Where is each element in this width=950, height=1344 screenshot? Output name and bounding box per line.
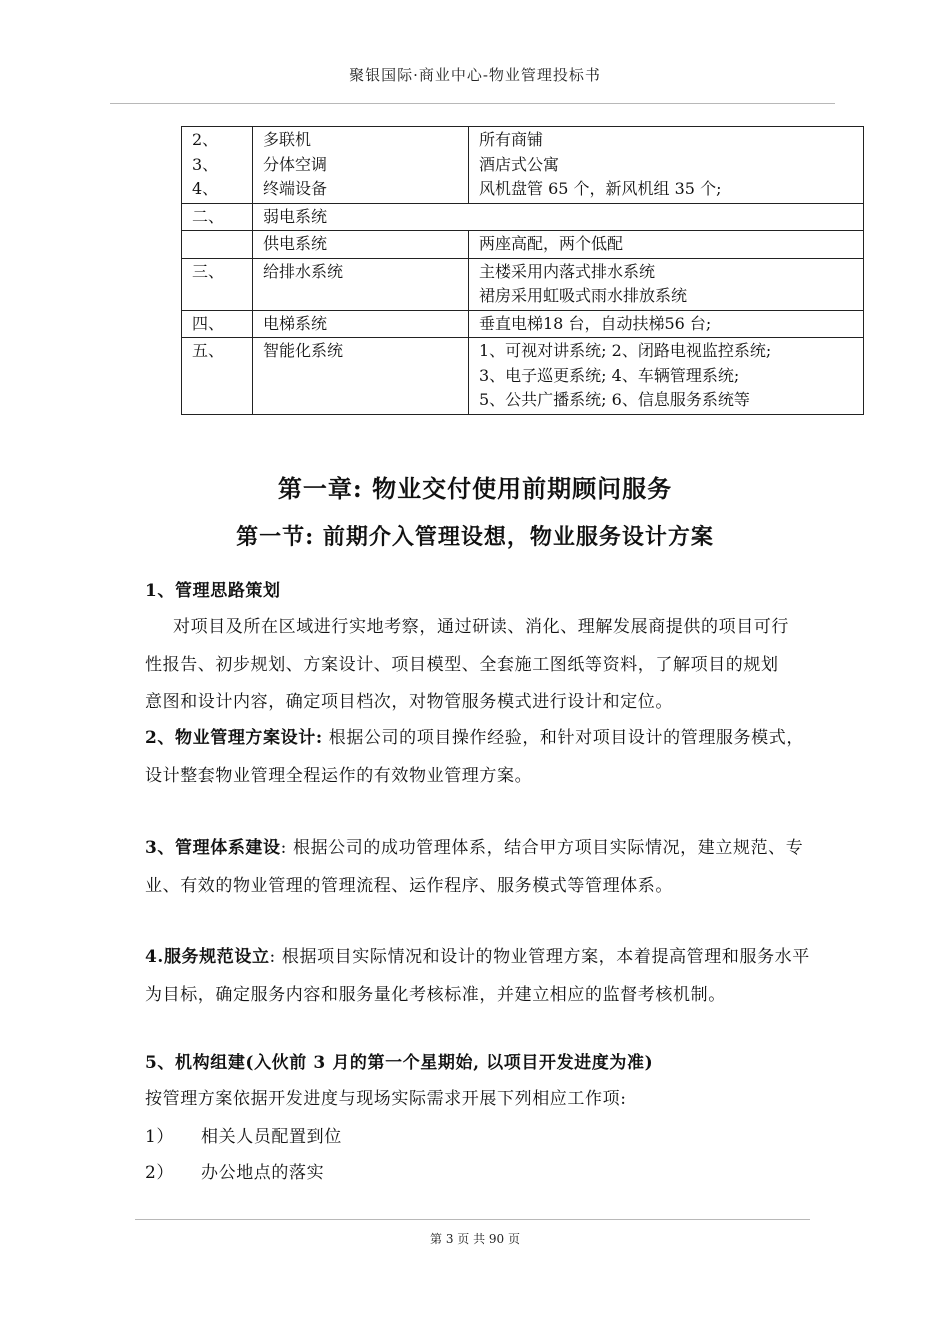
table-cell-desc: 垂直电梯18 台，自动扶梯56 台; (469, 310, 864, 338)
table-cell-name: 智能化系统 (253, 338, 469, 415)
item1-heading: 1、管理思路策划 (145, 581, 281, 601)
table-cell-num: 五、 (182, 338, 253, 415)
table-cell-num (182, 231, 253, 259)
list-item-number: 1） (145, 1127, 175, 1147)
systems-table (181, 126, 864, 415)
table-row (182, 258, 864, 310)
table-row (182, 310, 864, 338)
page-number: 第 3 页 共 90 页 (430, 1232, 520, 1246)
table-row (182, 127, 864, 204)
table-cell-desc: 所有商铺 酒店式公寓 风机盘管 65 个，新风机组 35 个; (469, 127, 864, 204)
item1-line: 性报告、初步规划、方案设计、项目模型、全套施工图纸等资料，了解项目的规划 (145, 655, 779, 675)
item1-line: 对项目及所在区域进行实地考察，通过研读、消化、理解发展商提供的项目可行 (173, 617, 789, 637)
item4-line: 为目标，确定服务内容和服务量化考核标准，并建立相应的监督考核机制。 (145, 985, 726, 1005)
table-cell-desc: 1、可视对讲系统; 2、闭路电视监控系统; 3、电子巡更系统; 4、车辆管理系统; 5、公共广播系统; 6、信息服务系统等 (469, 338, 864, 415)
item4-text: : 根据项目实际情况和设计的物业管理方案，本着提高管理和服务水平 (269, 947, 810, 967)
table-cell-num: 四、 (182, 310, 253, 338)
document-header-title: 聚银国际·商业中心-物业管理投标书 (349, 66, 601, 84)
item4-paragraph (145, 942, 885, 967)
table-row (182, 231, 864, 259)
list-item-number: 2） (145, 1163, 175, 1183)
item1-line: 意图和设计内容，确定项目档次，对物管服务模式进行设计和定位。 (145, 692, 673, 712)
item3-line: 业、有效的物业管理的管理流程、运作程序、服务模式等管理体系。 (145, 876, 673, 896)
header-divider (110, 103, 835, 104)
table-cell-name: 电梯系统 (253, 310, 469, 338)
section-title: 第一节: 前期介入管理设想，物业服务设计方案 (236, 524, 714, 550)
item2-line: 设计整套物业管理全程运作的有效物业管理方案。 (145, 766, 533, 786)
item2-text: 根据公司的项目操作经验，和针对项目设计的管理服务模式， (322, 728, 804, 748)
table-cell-desc: 两座高配，两个低配 (469, 231, 864, 259)
footer-divider (135, 1219, 810, 1220)
table-cell-num: 二、 (182, 203, 253, 231)
table-cell-name: 给排水系统 (253, 258, 469, 310)
chapter-title: 第一章: 物业交付使用前期顾问服务 (277, 474, 673, 503)
item4-heading: 4.服务规范设立 (145, 947, 270, 967)
table-cell-num: 三、 (182, 258, 253, 310)
item2-heading: 2、物业管理方案设计: (145, 728, 323, 748)
item3-heading: 3、管理体系建设 (145, 838, 281, 858)
table-cell-name: 弱电系统 (253, 203, 864, 231)
table-cell-desc: 主楼采用内落式排水系统 裙房采用虹吸式雨水排放系统 (469, 258, 864, 310)
table-row (182, 203, 864, 231)
list-item: 相关人员配置到位 (201, 1127, 342, 1147)
item5-heading: 5、机构组建(入伙前 3 月的第一个星期始, 以项目开发进度为准) (145, 1053, 654, 1073)
table-cell-name: 多联机 分体空调 终端设备 (253, 127, 469, 204)
table-cell-name: 供电系统 (253, 231, 469, 259)
table-row (182, 338, 864, 415)
item3-paragraph (145, 833, 885, 858)
list-item: 办公地点的落实 (201, 1163, 325, 1183)
table-cell-num: 2、 3、 4、 (182, 127, 253, 204)
item5-intro: 按管理方案依据开发进度与现场实际需求开展下列相应工作项: (145, 1089, 627, 1109)
item2-paragraph (145, 723, 885, 748)
item3-text: : 根据公司的成功管理体系，结合甲方项目实际情况，建立规范、专 (280, 838, 804, 858)
